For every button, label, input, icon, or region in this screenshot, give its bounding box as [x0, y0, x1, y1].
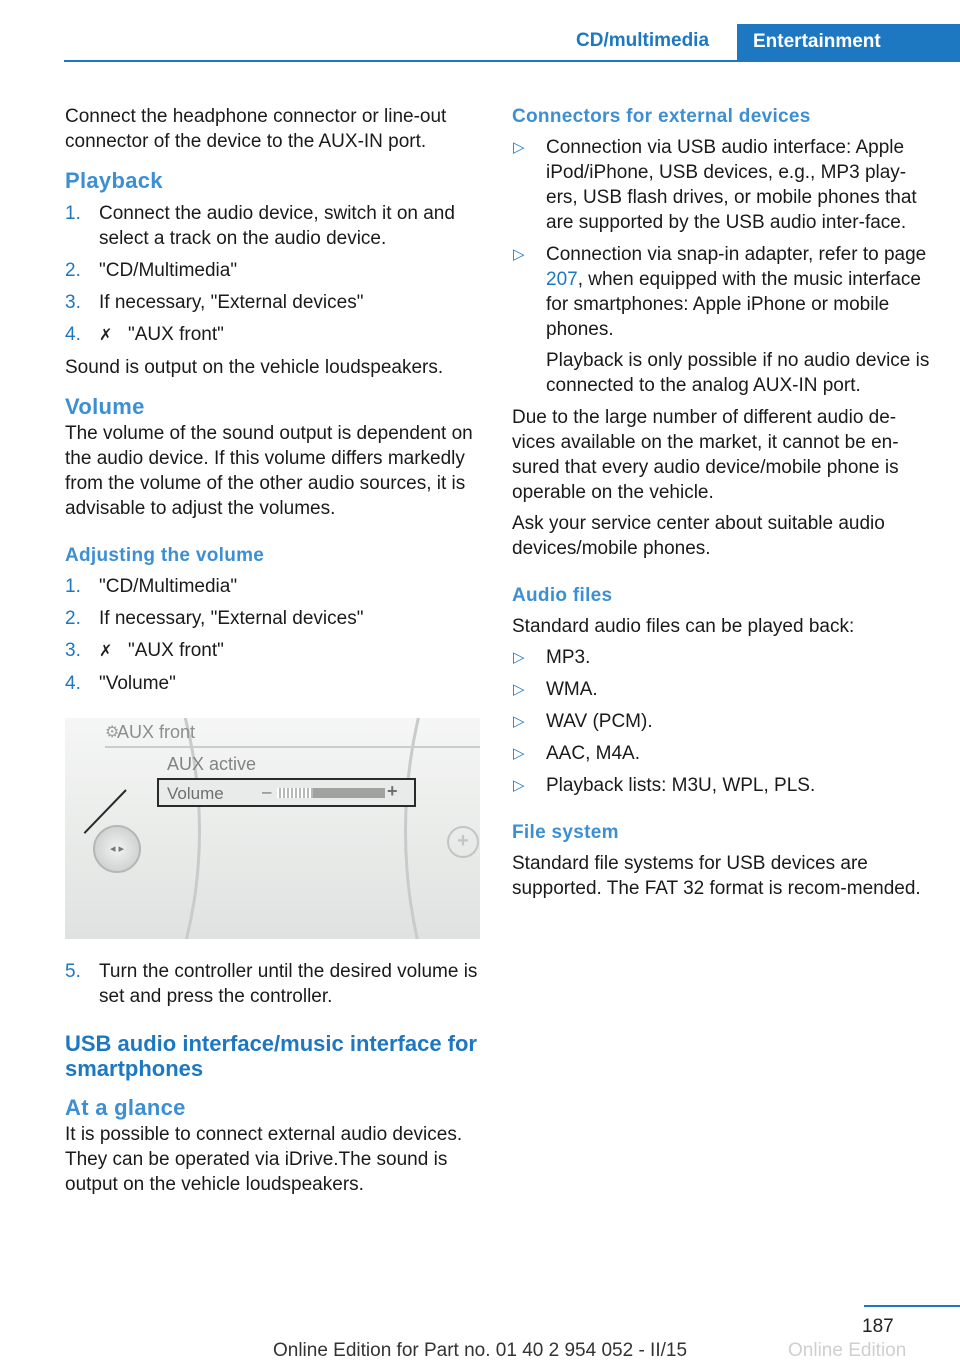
header-rule [64, 60, 960, 62]
header-chapter-tab: Entertainment [737, 24, 960, 62]
volume-slider-track [277, 788, 385, 798]
usb-interface-heading: USB audio interface/music interface for smartphones [65, 1031, 477, 1081]
screen-status: AUX active [167, 754, 257, 774]
plus-circle-icon: + [447, 826, 479, 858]
playback-steps [65, 201, 483, 348]
connectors-list [512, 135, 932, 398]
page-reference-link[interactable]: 207 [546, 269, 578, 290]
volume-heading: Volume [65, 394, 145, 419]
list-item: 4. ✗ "AUX front" [65, 322, 483, 348]
list-item: 5. Turn the controller until the desired volume is set and press the controller. [65, 961, 478, 1007]
volume-row-label: Volume [167, 784, 224, 803]
bullet-triangle-icon: ▷ [513, 139, 525, 156]
minus-icon: – [262, 782, 272, 801]
list-item: 2. "CD/Multimedia" [65, 260, 238, 281]
file-system-heading: File system [512, 822, 619, 843]
screen-title-divider [105, 746, 480, 748]
bullet-triangle-icon: ▷ [513, 681, 525, 698]
footer-watermark: Online Edition [788, 1340, 907, 1361]
controller-symbol-icon: ✗ [99, 643, 113, 660]
settings-icon: ⚙ [105, 724, 120, 741]
controller-knob-icon: ◂ ▸ [93, 825, 141, 873]
volume-slider-fill [277, 788, 313, 798]
list-item: ▷ Connection via snap-in adapter, refer to page 207, when equipped with the music interface for smartphones: Apple iPhone or mobile phones. Playback is only possible if no audio device is connected to the analog AUX-IN port. [512, 242, 932, 398]
volume-menu-row [157, 778, 416, 807]
list-item: ▷ Connection via USB audio interface: Apple iPod/iPhone, USB devices, e.g., MP3 play-ers, USB flash drives, or mobile phones that are supported by the USB audio inter-face. [513, 137, 917, 233]
list-item: ▷ WMA. [513, 679, 598, 700]
plus-icon: + [387, 781, 398, 801]
at-a-glance-heading: At a glance [65, 1095, 186, 1120]
bullet-triangle-icon: ▷ [513, 777, 525, 794]
header-section-label: CD/multimedia [576, 30, 710, 51]
volume-text: The volume of the sound output is dependent on the audio device. If this volume differs markedly from the volume of the other audio sources, it is advisable to adjust the volumes. [65, 423, 473, 519]
adjust-volume-heading: Adjusting the volume [65, 545, 265, 566]
list-item: ▷ MP3. [513, 647, 591, 668]
footer-rule [864, 1305, 960, 1307]
playback-result-text: Sound is output on the vehicle loudspeakers. [65, 357, 444, 378]
list-item: ▷ WAV (PCM). [513, 711, 653, 732]
list-item: 3. If necessary, "External devices" [65, 292, 364, 313]
compatibility-text: Due to the large number of different audio de-vices available on the market, it cannot be en-sured that every audio device/mobile phone is operable on the vehicle. [512, 407, 899, 503]
adjust-volume-final-step [65, 959, 483, 1009]
list-item: 3. ✗ "AUX front" [65, 638, 483, 664]
audio-files-text: Standard audio files can be played back: [512, 616, 855, 637]
idrive-screen-figure [65, 718, 480, 939]
list-item: 1. "CD/Multimedia" [65, 576, 238, 597]
connectors-heading: Connectors for external devices [512, 106, 811, 127]
at-a-glance-text: It is possible to connect external audio devices. They can be operated via iDrive.The sound is output on the vehicle loudspeakers. [65, 1124, 463, 1195]
intro-text: Connect the headphone connector or line-out connector of the device to the AUX-IN port. [65, 106, 447, 152]
adjust-volume-steps [65, 574, 483, 696]
list-item: 2. If necessary, "External devices" [65, 608, 364, 629]
audio-files-heading: Audio files [512, 585, 613, 606]
list-item: 4. "Volume" [65, 673, 176, 694]
bullet-triangle-icon: ▷ [513, 649, 525, 666]
connector-note: Playback is only possible if no audio device is connected to the analog AUX-IN port. [546, 350, 930, 396]
controller-symbol-icon: ✗ [99, 327, 113, 344]
right-column [512, 104, 932, 901]
left-column [65, 104, 483, 1197]
footer-edition-text: Online Edition for Part no. 01 40 2 954 052 - II/15 [272, 1340, 688, 1361]
service-center-text: Ask your service center about suitable audio devices/mobile phones. [512, 513, 885, 559]
audio-files-list [512, 645, 932, 798]
list-item: ▷ Playback lists: M3U, WPL, PLS. [513, 775, 816, 796]
playback-heading: Playback [65, 168, 163, 193]
bullet-triangle-icon: ▷ [513, 246, 525, 263]
screen-title: AUX front [117, 722, 196, 742]
page-number: 187 [862, 1316, 894, 1337]
list-item: ▷ AAC, M4A. [513, 743, 640, 764]
page-header [0, 0, 960, 62]
list-item: 1. Connect the audio device, switch it on and select a track on the audio device. [65, 203, 455, 249]
bullet-triangle-icon: ▷ [513, 713, 525, 730]
bullet-triangle-icon: ▷ [513, 745, 525, 762]
file-system-text: Standard file systems for USB devices are supported. The FAT 32 format is recom-mended. [512, 853, 921, 899]
